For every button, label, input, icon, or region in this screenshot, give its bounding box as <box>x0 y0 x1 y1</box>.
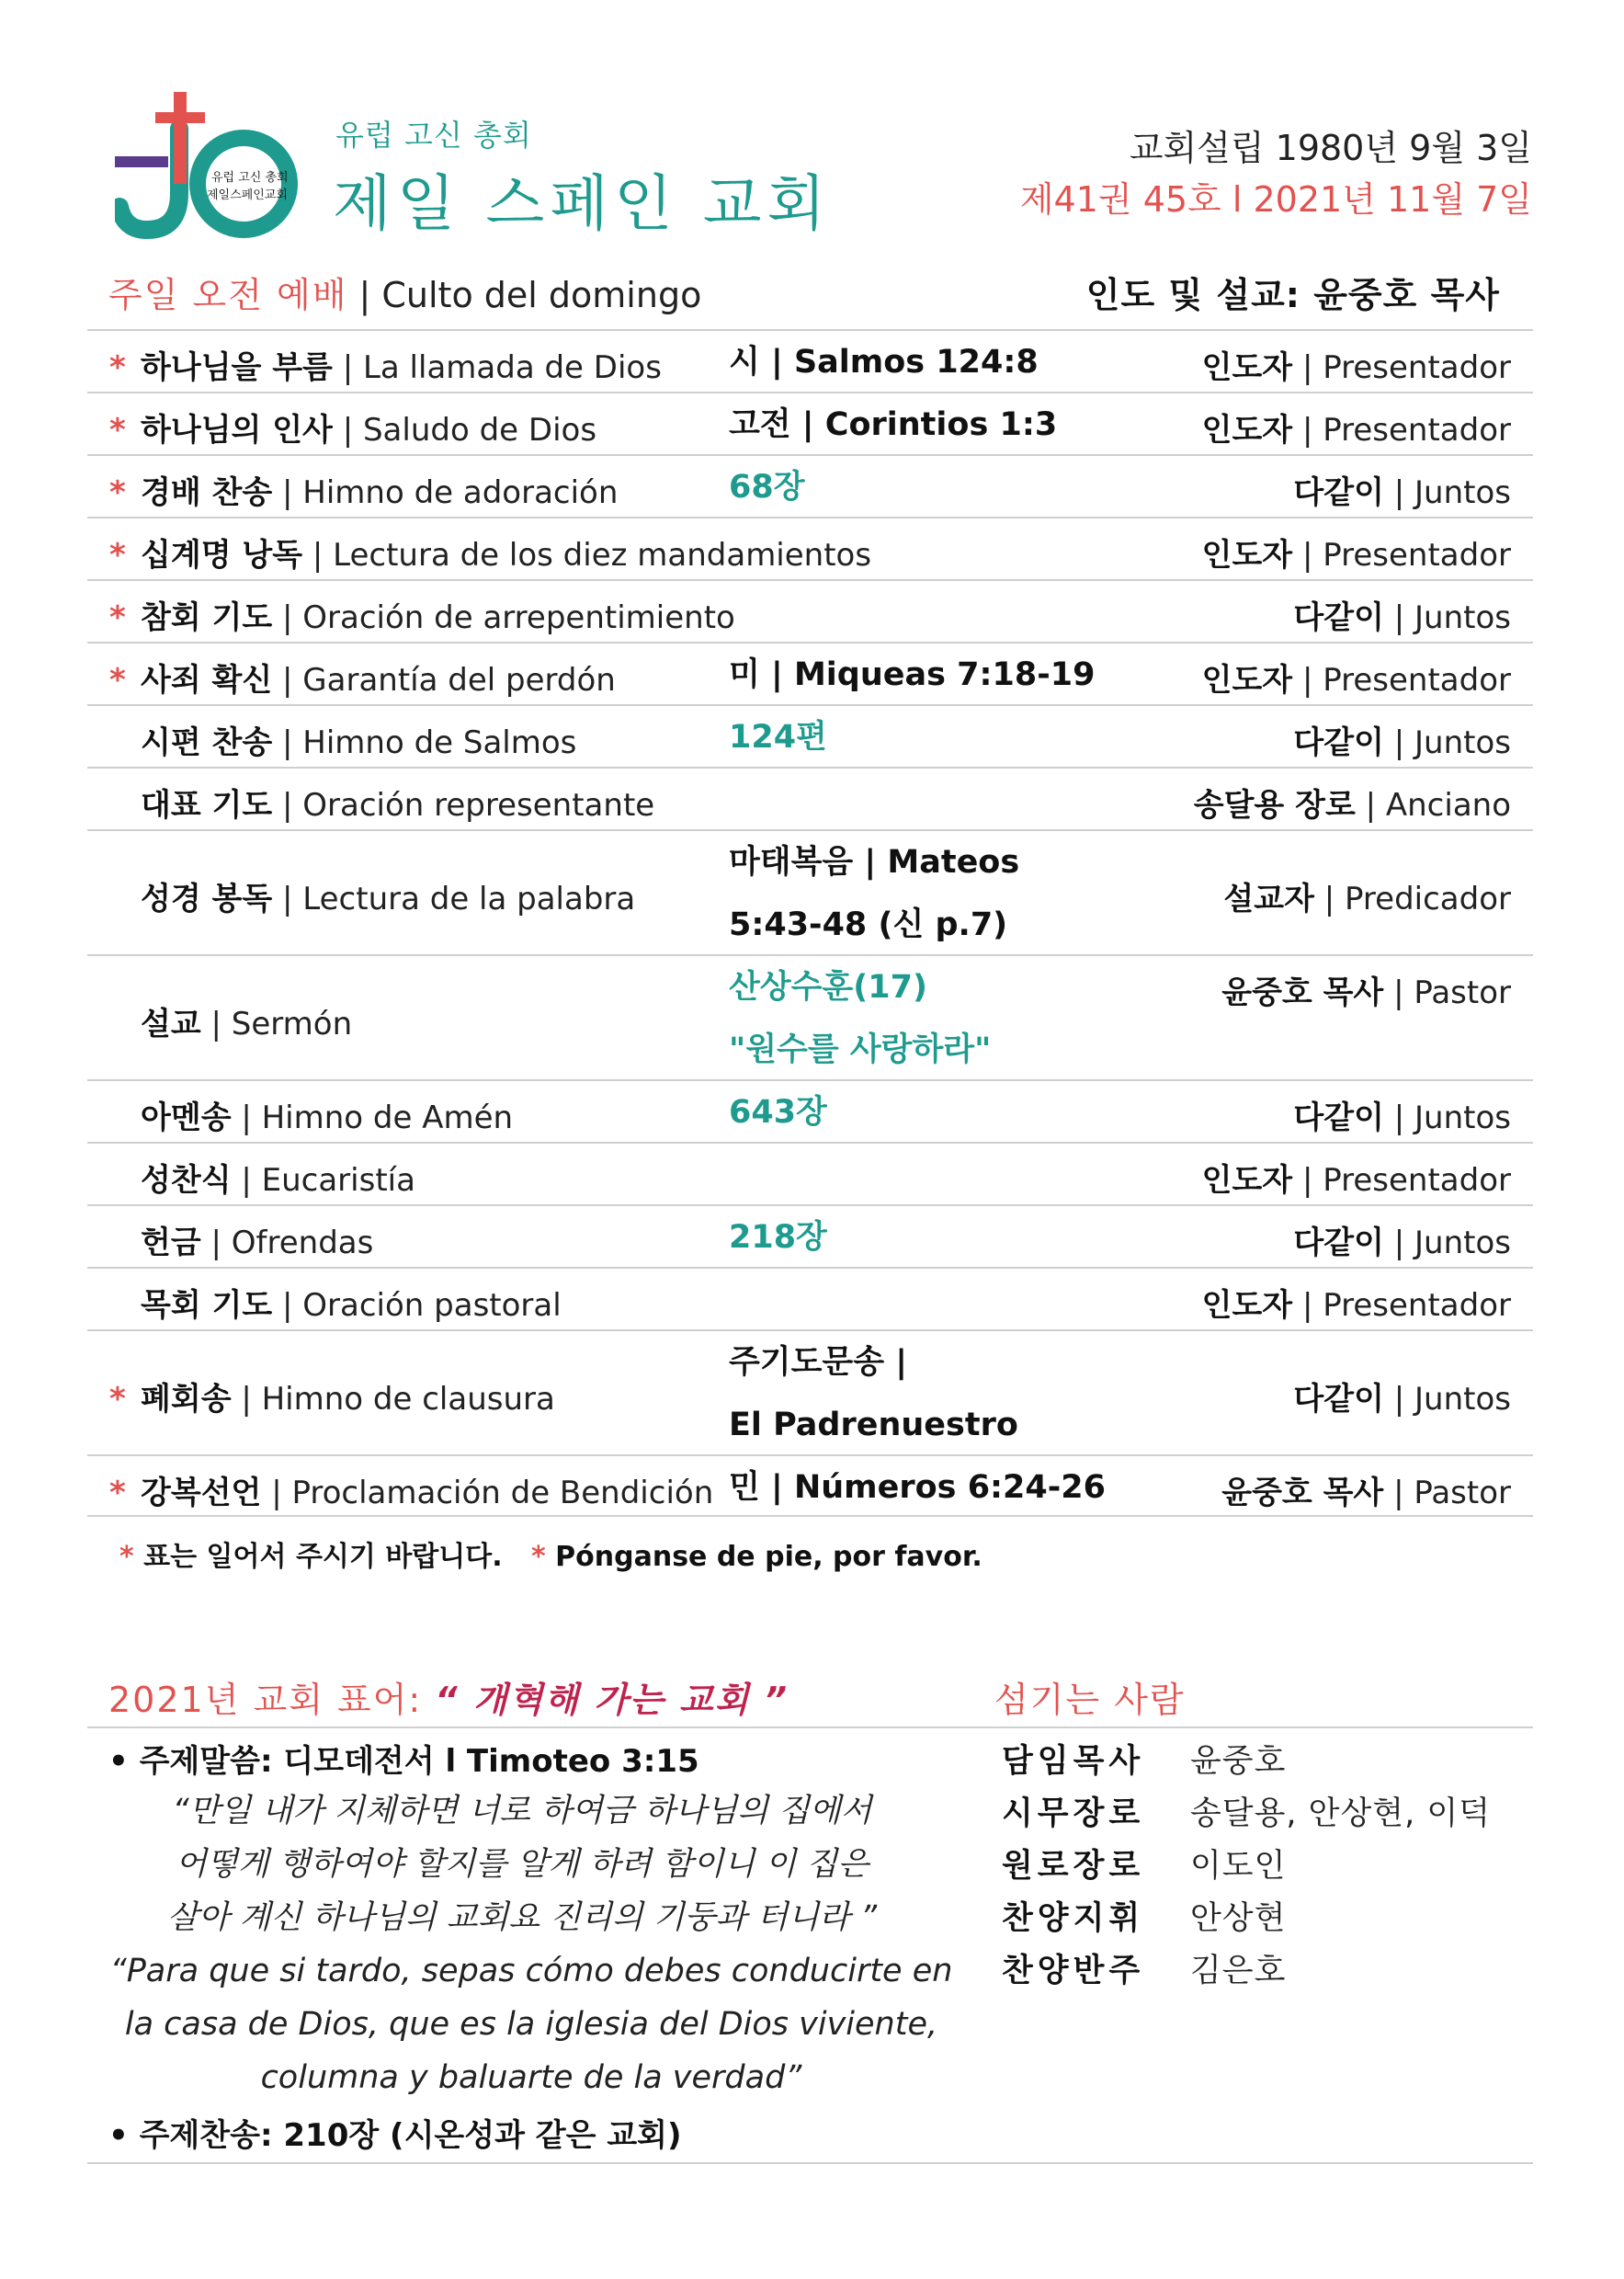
worship-item-reference: 주기도문송 | <box>729 1344 908 1381</box>
servant-names: 안상현 <box>1190 1900 1287 1937</box>
servant-row <box>1002 1945 1491 1998</box>
worship-item-name <box>141 1280 562 1325</box>
worship-item-name <box>141 405 596 450</box>
item-name-ko: 목회 기도 <box>141 1287 273 1324</box>
star-icon: * <box>531 1541 546 1573</box>
servant-role: 원로장로 <box>1002 1848 1145 1885</box>
item-name-ko: 참회 기도 <box>141 599 273 636</box>
worship-item-leader <box>1293 1092 1511 1137</box>
item-name-es: | Oración de arrepentimiento <box>272 599 735 636</box>
leader-ko: 인도자 <box>1201 1162 1293 1199</box>
servant-names: 윤중호 <box>1190 1743 1287 1780</box>
item-name-ko: 시편 찬송 <box>141 724 273 761</box>
service-title <box>108 267 701 317</box>
servant-row <box>1002 1893 1491 1945</box>
theme-section <box>108 1736 954 2155</box>
worship-item-leader <box>1202 405 1511 450</box>
item-name-ko: 사죄 확신 <box>141 662 273 699</box>
leader-es: | Pastor <box>1383 974 1511 1011</box>
item-name-ko: 경배 찬송 <box>141 474 273 511</box>
worship-row <box>87 1329 1533 1454</box>
leader-ko: 인도자 <box>1201 537 1293 574</box>
item-name-es: | Eucaristía <box>231 1162 415 1199</box>
theme-verse-spanish: “Para que si tardo, sepas cómo debes conducirte en la casa de Dios, que es la iglesia del Dios viviente, columna y baluarte de la verdad” <box>109 1953 953 2096</box>
item-name-es: | Oración representante <box>272 787 655 824</box>
servant-role: 담임목사 <box>1002 1743 1145 1780</box>
logo-text-line2: 제일스페인교회 <box>207 188 288 202</box>
item-name-es: | Sermón <box>200 1006 353 1043</box>
worship-item-reference: 124편 <box>729 719 827 756</box>
item-name-ko: 십계명 낭독 <box>141 537 303 574</box>
worship-item-reference-line2: El Padrenuestro <box>729 1407 1018 1443</box>
worship-item-name <box>141 717 576 762</box>
leader-ko: 다같이 <box>1293 1381 1384 1418</box>
servant-names: 이도인 <box>1190 1848 1287 1885</box>
worship-item-leader <box>1293 467 1511 512</box>
star-icon: * <box>109 474 126 511</box>
worship-item-reference: 산상수훈(17) <box>729 969 927 1006</box>
servant-role: 찬양반주 <box>1002 1953 1145 1989</box>
leader-es: | Presentador <box>1292 1287 1511 1324</box>
leader-ko: 다같이 <box>1293 1100 1384 1136</box>
worship-item-reference: 미 | Miqueas 7:18-19 <box>729 656 1096 693</box>
worship-row <box>87 767 1533 829</box>
worship-item-leader <box>1221 1467 1511 1512</box>
leader-ko: 송달용 장로 <box>1193 787 1356 824</box>
servant-row <box>1002 1736 1491 1788</box>
leader-es: | Juntos <box>1383 474 1511 511</box>
worship-item-name <box>141 998 352 1043</box>
worship-row <box>87 642 1533 704</box>
item-name-ko: 아멘송 <box>141 1100 232 1136</box>
item-name-ko: 강복선언 <box>141 1475 262 1511</box>
item-name-es: | Lectura de los diez mandamientos <box>302 537 872 574</box>
theme-verse-label: • 주제말씀: 디모데전서 l Timoteo 3:15 <box>108 1743 699 1780</box>
leader-es: | Pastor <box>1383 1475 1511 1511</box>
order-of-worship <box>87 329 1533 1517</box>
worship-row <box>87 1204 1533 1267</box>
item-name-ko: 헌금 <box>141 1225 201 1261</box>
star-icon: * <box>109 1381 126 1418</box>
worship-item-leader <box>1293 1373 1511 1419</box>
servant-row <box>1002 1840 1491 1893</box>
bottom-divider <box>87 2162 1533 2164</box>
servant-names: 송달용, 안상현, 이덕 <box>1190 1795 1491 1832</box>
worship-row <box>87 829 1533 954</box>
worship-item-reference: 643장 <box>729 1094 827 1131</box>
service-leader: 인도 및 설교: 윤중호 목사 <box>1085 275 1500 315</box>
founded-date: 교회설립 1980년 9월 3일 <box>1129 128 1532 168</box>
logo-text-line1: 유럽 고신 총회 <box>211 171 289 185</box>
star-icon: * <box>119 1541 134 1573</box>
worship-item-name <box>141 1467 713 1512</box>
leader-es: | Juntos <box>1383 1381 1511 1418</box>
leader-es: | Juntos <box>1383 1100 1511 1136</box>
leader-es: | Presentador <box>1292 349 1511 386</box>
worship-row <box>87 392 1533 454</box>
item-name-ko: 하나님의 인사 <box>141 412 333 449</box>
worship-item-leader <box>1202 342 1511 387</box>
leader-ko: 다같이 <box>1293 599 1384 636</box>
leader-ko: 설교자 <box>1223 881 1314 917</box>
star-icon: * <box>109 537 126 574</box>
leader-es: | Presentador <box>1292 412 1511 449</box>
worship-row <box>87 579 1533 642</box>
item-name-es: | Proclamación de Bendición <box>261 1475 714 1511</box>
item-name-es: | Lectura de la palabra <box>272 881 636 917</box>
worship-item-leader <box>1293 592 1511 637</box>
worship-item-reference: 시 | Salmos 124:8 <box>729 344 1039 381</box>
worship-item-name <box>141 530 871 575</box>
leader-es: | Presentador <box>1292 537 1511 574</box>
item-name-es: | Garantía del perdón <box>272 662 616 699</box>
worship-item-reference: 68장 <box>729 469 805 506</box>
star-icon: * <box>109 1475 126 1511</box>
item-name-ko: 하나님을 부름 <box>141 349 333 386</box>
worship-item-name <box>141 1217 373 1262</box>
worship-item-leader <box>1293 717 1511 762</box>
leader-es: | Juntos <box>1383 1225 1511 1261</box>
footnote-ko: 표는 일어서 주시기 바랍니다. <box>143 1541 503 1573</box>
worship-item-reference: 민 | Números 6:24-26 <box>729 1469 1106 1506</box>
item-name-ko: 성찬식 <box>141 1162 232 1199</box>
leader-es: | Anciano <box>1355 787 1511 824</box>
worship-item-reference: 218장 <box>729 1219 827 1256</box>
leader-es: | Predicador <box>1313 881 1511 917</box>
servant-role: 찬양지휘 <box>1002 1900 1145 1937</box>
item-name-ko: 성경 봉독 <box>141 881 273 917</box>
service-title-ko: 주일 오전 예배 <box>108 275 348 315</box>
theme-verse-korean: “만일 내가 지체하면 너로 하여금 하나님의 집에서 어떻게 행하여야 할지를 알게 하려 함이니 이 집은 살아 계신 하나님의 교회요 진리의 기둥과 터니라 ” <box>166 1793 878 1936</box>
star-icon: * <box>109 349 126 386</box>
item-name-es: | Ofrendas <box>200 1225 374 1261</box>
worship-item-leader <box>1202 1155 1511 1200</box>
servant-role: 시무장로 <box>1002 1795 1145 1832</box>
item-name-es: | Himno de Salmos <box>272 724 577 761</box>
leader-ko: 다같이 <box>1293 474 1384 511</box>
worship-row <box>87 329 1533 392</box>
leader-es: | Presentador <box>1292 662 1511 699</box>
item-name-es: | Himno de clausura <box>231 1381 555 1418</box>
item-name-es: | Himno de adoración <box>272 474 619 511</box>
worship-row <box>87 1454 1533 1517</box>
worship-item-leader <box>1194 780 1511 825</box>
worship-row <box>87 704 1533 767</box>
leader-es: | Juntos <box>1383 724 1511 761</box>
worship-row <box>87 1267 1533 1329</box>
standing-note <box>119 1533 982 1574</box>
organization-name: 유럽 고신 총회 <box>335 118 532 153</box>
worship-item-reference: 마태복음 | Mateos <box>729 844 1020 881</box>
church-name: 제일 스페인 교회 <box>333 168 832 239</box>
worship-item-leader <box>1202 1280 1511 1325</box>
leader-ko: 인도자 <box>1201 662 1293 699</box>
leader-ko: 인도자 <box>1201 1287 1293 1324</box>
item-name-ko: 폐회송 <box>141 1381 232 1418</box>
leader-es: | Presentador <box>1292 1162 1511 1199</box>
worship-item-reference-line2: 5:43-48 (신 p.7) <box>729 906 1008 943</box>
servants-list <box>1002 1736 1491 1998</box>
motto-label: 2021년 교회 표어: <box>108 1680 436 1720</box>
worship-item-name <box>141 780 654 825</box>
leader-ko: 인도자 <box>1201 412 1293 449</box>
worship-item-leader <box>1293 1217 1511 1262</box>
leader-ko: 다같이 <box>1293 724 1384 761</box>
worship-item-name <box>141 467 618 512</box>
service-heading <box>108 267 1524 322</box>
worship-item-leader <box>1223 873 1511 918</box>
leader-ko: 인도자 <box>1201 349 1293 386</box>
item-name-es: | Saludo de Dios <box>332 412 597 449</box>
servants-title: 섬기는 사람 <box>994 1680 1186 1720</box>
service-title-es: | Culto del domingo <box>347 275 702 315</box>
issue-info: 제41권 45호 l 2021년 11월 7일 <box>1019 179 1532 220</box>
item-name-es: | Himno de Amén <box>231 1100 514 1136</box>
worship-item-leader <box>1202 530 1511 575</box>
church-motto <box>108 1671 789 1722</box>
worship-row <box>87 954 1533 1079</box>
worship-item-leader <box>1202 655 1511 700</box>
worship-item-name <box>141 1155 415 1200</box>
leader-ko: 윤중호 목사 <box>1221 974 1384 1011</box>
item-name-ko: 설교 <box>141 1006 201 1043</box>
worship-item-reference-line2: "원수를 사랑하라" <box>729 1031 992 1068</box>
star-icon: * <box>109 662 126 699</box>
worship-item-name <box>141 592 735 637</box>
worship-row <box>87 517 1533 579</box>
worship-item-name <box>141 1092 513 1137</box>
theme-hymn: • 주제찬송: 210장 (시온성과 같은 교회) <box>108 2117 682 2154</box>
worship-item-name <box>141 873 635 918</box>
church-logo <box>115 92 303 244</box>
item-name-es: | La llamada de Dios <box>332 349 662 386</box>
star-icon: * <box>109 412 126 449</box>
worship-item-reference: 고전 | Corintios 1:3 <box>729 406 1058 443</box>
worship-row <box>87 1142 1533 1204</box>
worship-item-name <box>141 1373 555 1419</box>
leader-ko: 다같이 <box>1293 1225 1384 1261</box>
worship-item-name <box>141 655 616 700</box>
worship-row <box>87 1079 1533 1142</box>
item-name-ko: 대표 기도 <box>141 787 273 824</box>
leader-ko: 윤중호 목사 <box>1221 1475 1384 1511</box>
star-icon: * <box>109 599 126 636</box>
servant-names: 김은호 <box>1190 1953 1287 1989</box>
servant-row <box>1002 1788 1491 1840</box>
worship-row <box>87 454 1533 517</box>
footnote-es: Pónganse de pie, por favor. <box>555 1541 982 1573</box>
section-divider <box>87 1726 1533 1728</box>
leader-es: | Juntos <box>1383 599 1511 636</box>
worship-item-leader <box>1221 967 1511 1012</box>
motto-phrase: “ 개혁해 가는 교회 ” <box>435 1680 789 1720</box>
worship-item-name <box>141 342 662 387</box>
item-name-es: | Oración pastoral <box>272 1287 562 1324</box>
